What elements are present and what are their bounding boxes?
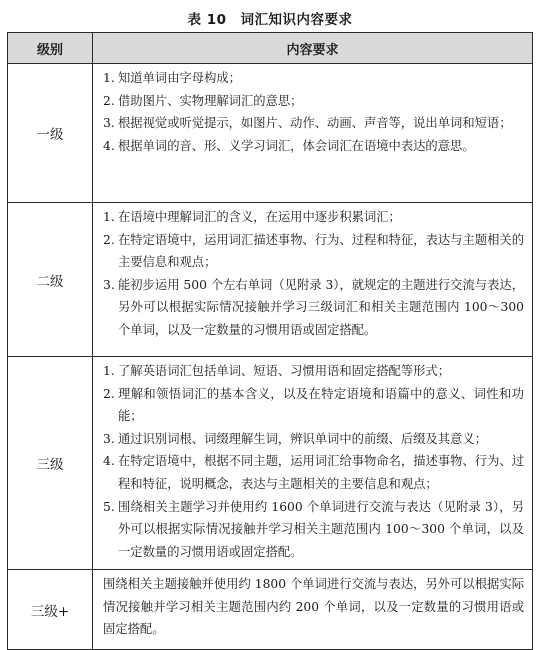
item-number: 3. (103, 431, 115, 446)
header-content: 内容要求 (93, 33, 533, 64)
list-item (103, 450, 524, 495)
item-text: 了解英语词汇包括单词、短语、习惯用语和固定搭配等形式； (118, 364, 451, 378)
item-number: 5. (103, 499, 115, 514)
table-row (8, 64, 533, 203)
item-number: 4. (103, 138, 115, 153)
level-cell: 三级 (8, 357, 93, 570)
list-item (103, 496, 524, 564)
item-number: 2. (103, 386, 115, 401)
level-cell: 三级+ (8, 570, 93, 650)
level-cell: 二级 (8, 203, 93, 357)
item-number: 2. (103, 93, 115, 108)
item-number: 4. (103, 454, 115, 469)
item-text: 通过识别词根、词缀理解生词，辨识单词中的前缀、后缀及其意义； (118, 431, 487, 446)
level-cell: 一级 (8, 64, 93, 203)
content-cell (93, 203, 533, 357)
item-number: 1. (103, 71, 115, 85)
item-number: 3. (103, 116, 115, 131)
table-row (8, 203, 533, 357)
table-number: 表 10 (187, 12, 227, 28)
item-text: 根据视觉或听觉提示，如图片、动作、动画、声音等，说出单词和短语； (118, 116, 512, 131)
content-cell (93, 64, 533, 203)
requirement-list (103, 206, 524, 342)
table-caption (0, 8, 540, 28)
item-number: 1. (103, 210, 115, 224)
item-text: 在特定语境中，根据不同主题，运用词汇给事物命名，描述事物、行为、过程和特征，说明概念，表达与主题相关的主要信息和观点； (118, 454, 524, 491)
item-text: 围绕相关主题学习并使用约 1600 个单词进行交流与表达（见附录 3），另外可以根据实际情况接触并学习相关主题范围内 100～300 个单词，以及一定数量的习惯用语或固定搭配。 (118, 499, 524, 559)
list-item (103, 135, 524, 158)
vocabulary-requirements-table (7, 32, 533, 650)
item-text: 在特定语境中，运用词汇描述事物、行为、过程和特征，表达与主题相关的主要信息和观点； (118, 232, 524, 270)
item-number: 3. (103, 277, 115, 292)
requirement-list (103, 360, 524, 563)
content-cell (93, 570, 533, 650)
table-row (8, 570, 533, 650)
item-text: 根据单词的音、形、义学习词汇，体会词汇在语境中表达的意思。 (118, 138, 475, 153)
item-text: 知道单词由字母构成； (118, 71, 241, 85)
item-text: 能初步运用 500 个左右单词（见附录 3），就规定的主题进行交流与表达，另外可以根据实际情况接触并学习三级词汇和相关主题范围内 100～300 个单词，以及一定数量的习惯用语或固定搭配。 (118, 277, 524, 337)
list-item (103, 274, 524, 342)
list-item (103, 229, 524, 274)
item-text: 借助图片、实物理解词汇的意思； (118, 93, 303, 108)
item-number: 2. (103, 232, 115, 247)
item-text: 在语境中理解词汇的含义，在运用中逐步积累词汇； (118, 210, 401, 224)
list-item (103, 206, 524, 229)
list-item (103, 383, 524, 428)
list-item (103, 90, 524, 113)
requirement-list (103, 67, 524, 157)
list-item (103, 67, 524, 90)
item-number: 1. (103, 364, 115, 378)
requirement-text: 围绕相关主题接触并使用约 1800 个单词进行交流与表达，另外可以根据实际情况接触并学习相关主题范围内约 200 个单词，以及一定数量的习惯用语或固定搭配。 (103, 577, 524, 637)
table-row (8, 357, 533, 570)
table-header-row (8, 33, 533, 64)
item-text: 理解和领悟词汇的基本含义，以及在特定语境和语篇中的意义、词性和功能； (118, 386, 524, 424)
list-item (103, 360, 524, 383)
header-level: 级别 (8, 33, 93, 64)
list-item (103, 428, 524, 451)
table-title: 词汇知识内容要求 (240, 12, 353, 28)
content-cell (93, 357, 533, 570)
list-item (103, 112, 524, 135)
